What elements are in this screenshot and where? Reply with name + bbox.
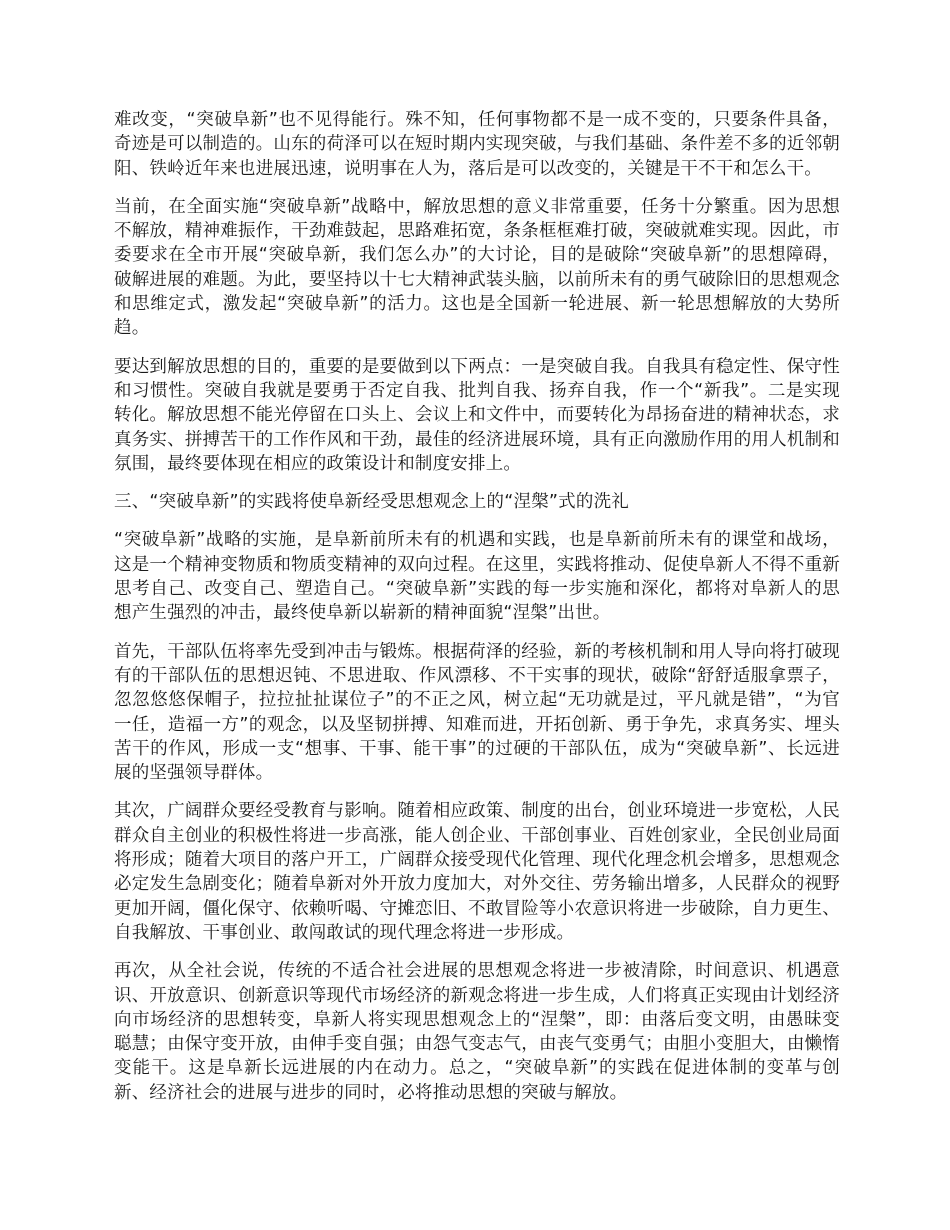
paragraph-third-society: 再次，从全社会说，传统的不适合社会进展的思想观念将进一步被清除，时间意识、机遇意识、开放意识、创新意识等现代市场经济的新观念将进一步生成，人们将真正实现由计划经济向市场经济的思想转变，阜新人将实现思想观念上的“涅槃”，即：由落后变文明，由愚昧变聪慧；由保守变开放，由伸手变自强；由怨气变志气，由丧气变勇气；由胆小变胆大，由懒惰变能干。这是阜新长远进展的内在动力。总之，“突破阜新”的实践在促进体制的变革与创新、经济社会的进展与进步的同时，必将推动思想的突破与解放。 (114, 961, 840, 1103)
paragraph-first-cadres: 首先，干部队伍将率先受到冲击与锻炼。根据荷泽的经验，新的考核机制和用人导向将打破现有的干部队伍的思想迟钝、不思进取、作风漂移、不干实事的现状，破除“舒舒适服拿票子，忽忽悠悠保帽子，拉拉扯扯谋位子”的不正之风，树立起“无功就是过，平凡就是错”，“为官一任，造福一方”的观念，以及坚韧拼搏、知难而进，开拓创新、勇于争先，求真务实、埋头苦干的作风，形成一支“想事、干事、能干事”的过硬的干部队伍，成为“突破阜新”、长远进展的坚强领导群体。 (114, 641, 840, 784)
paragraph-second-masses: 其次，广阔群众要经受教育与影响。随着相应政策、制度的出台，创业环境进一步宽松，人民群众自主创业的积极性将进一步高涨，能人创企业、干部创事业、百姓创家业，全民创业局面将形成；随着大项目的落户开工，广阔群众接受现代化管理、现代化理念机会增多，思想观念必定发生急剧变化；随着阜新对外开放力度加大，对外交往、劳务输出增多，人民群众的视野更加开阔，僵化保守、依赖听喝、守摊恋旧、不敢冒险等小农意识将进一步破除，自力更生、自我解放、干事创业、敢闯敢试的现代理念将进一步形成。 (114, 801, 840, 943)
paragraph-current-situation: 当前，在全面实施“突破阜新”战略中，解放思想的意义非常重要，任务十分繁重。因为思想不解放，精神难振作，干劲难鼓起，思路难拓宽，条条框框难打破，突破就难实现。因此，市委要求在全市开展“突破阜新，我们怎么办”的大讨论，目的是破除“突破阜新”的思想障碍，破解进展的难题。为此，要坚持以十七大精神武装头脑，以前所未有的勇气破除旧的思想观念和思维定式，激发起“突破阜新”的活力。这也是全国新一轮进展、新一轮思想解放的大势所趋。 (114, 196, 840, 339)
paragraph-intro-continued: 难改变，“突破阜新”也不见得能行。殊不知，任何事物都不是一成不变的，只要条件具备，奇迹是可以制造的。山东的荷泽可以在短时期内实现突破，与我们基础、条件差不多的近邻朝阳、铁岭近年来也进展迅速，说明事在人为，落后是可以改变的，关键是干不干和怎么干。 (114, 110, 840, 179)
paragraph-two-points: 要达到解放思想的目的，重要的是要做到以下两点：一是突破自我。自我具有稳定性、保守性和习惯性。突破自我就是要勇于否定自我、批判自我、扬弃自我，作一个“新我”。二是实现转化。解放思想不能光停留在口头上、会议上和文件中，而要转化为昂扬奋进的精神状态，求真务实、拼搏苦干的工作作风和干劲，最佳的经济进展环境，具有正向激励作用的用人机制和氛围，最终要体现在相应的政策设计和制度安排上。 (114, 356, 840, 474)
paragraph-strategy-implementation: “突破阜新”战略的实施，是阜新前所未有的机遇和实践，也是阜新前所未有的课堂和战场，这是一个精神变物质和物质变精神的双向过程。在这里，实践将推动、促使阜新人不得不重新思考自己、改变自己、塑造自己。“突破阜新”实践的每一步实施和深化，都将对阜新人的思想产生强烈的冲击，最终使阜新以崭新的精神面貌“涅槃”出世。 (114, 530, 840, 624)
section-heading-three: 三、“突破阜新”的实践将使阜新经受思想观念上的“涅槃”式的洗礼 (114, 492, 629, 513)
document-body (114, 108, 840, 1119)
